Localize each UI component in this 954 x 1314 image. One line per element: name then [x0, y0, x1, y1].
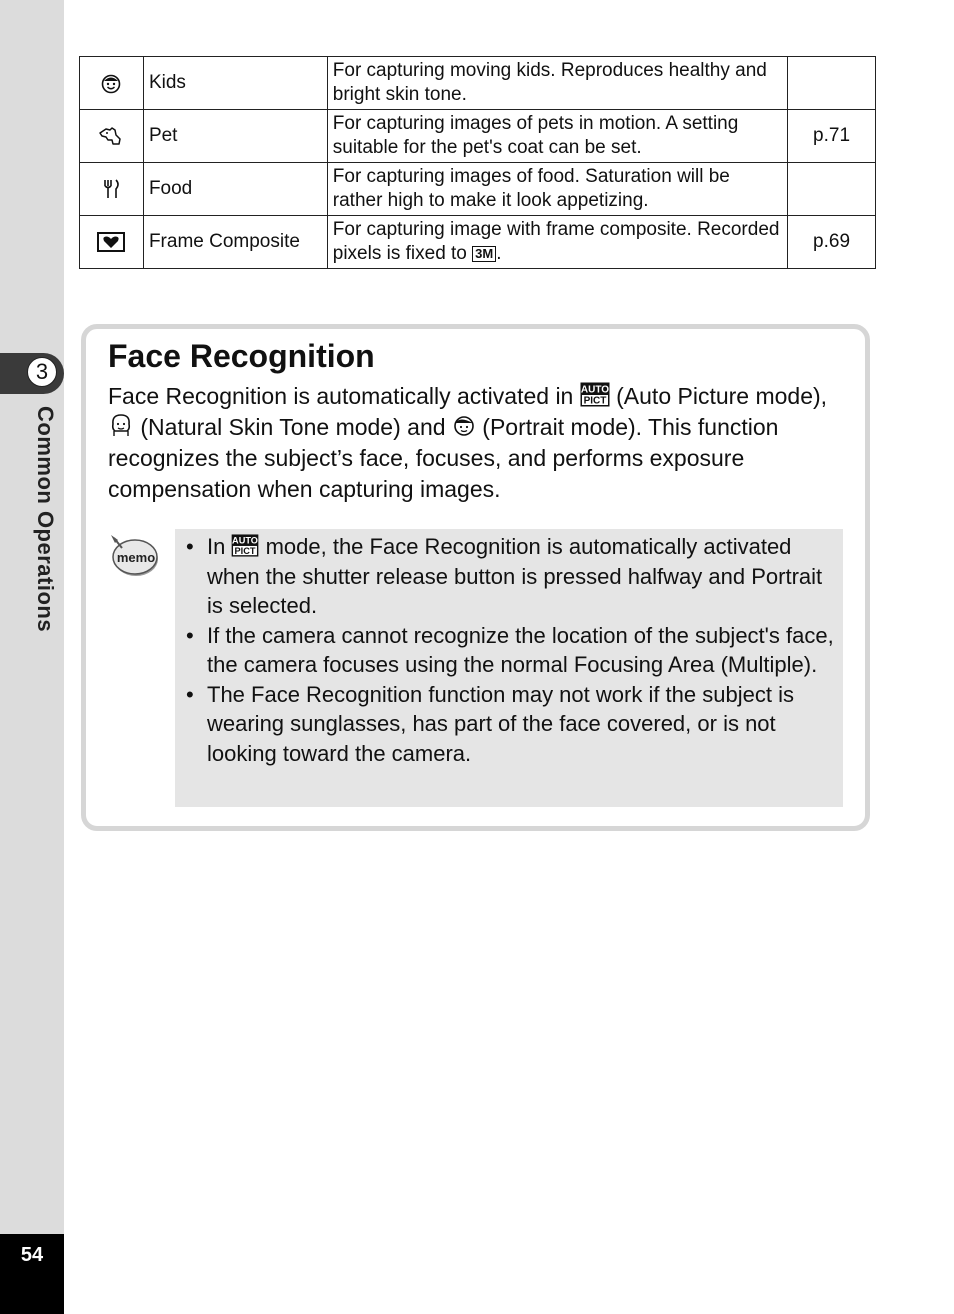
memo-icon — [108, 532, 160, 578]
table-row — [80, 216, 876, 269]
bullet: • — [186, 534, 194, 559]
page-number: 54 — [20, 1244, 44, 1266]
list-item: • If the camera cannot recognize the location of the subject's face, the camera focuses using the normal Focusing Area (Multiple). — [186, 622, 834, 677]
food-utensils-icon — [101, 178, 121, 200]
mode-description: For capturing moving kids. Reproduces healthy and bright skin tone. — [327, 57, 787, 110]
svg-text:AUTO: AUTO — [580, 384, 609, 396]
bullet: • — [186, 622, 194, 648]
page-reference: p.71 — [788, 110, 876, 163]
mode-description: For capturing images of food. Saturation will be rather high to make it look appetizing. — [327, 163, 787, 216]
sidebar — [0, 0, 64, 1314]
portrait-icon — [452, 414, 476, 438]
mode-name: Kids — [143, 57, 327, 110]
page-reference: p.69 — [788, 216, 876, 269]
svg-text:AUTO: AUTO — [232, 535, 259, 546]
mode-name: Pet — [143, 110, 327, 163]
section-body: Face Recognition is automatically activated in AUTO PICT (Auto Picture mode), (Natural Skin Tone mode) and (Portrait mode). This function recognizes the subject’s face, focuses, and performs exposure compensation when capturing images. — [108, 383, 828, 502]
list-item: • The Face Recognition function may not work if the subject is wearing sunglasses, has part of the face covered, or is not looking toward the camera. — [186, 681, 794, 766]
table-row — [80, 110, 876, 163]
svg-text:PICT: PICT — [235, 545, 256, 556]
page-reference — [788, 163, 876, 216]
table-row — [80, 163, 876, 216]
kids-face-icon — [100, 72, 122, 94]
svg-text:PICT: PICT — [583, 395, 607, 407]
resolution-3m-icon: 3M — [472, 246, 496, 262]
table-row — [80, 57, 876, 110]
svg-text:memo: memo — [116, 550, 156, 565]
mode-description: For capturing image with frame composite. Recorded pixels is fixed to 3M . — [327, 216, 787, 269]
mode-description: For capturing images of pets in motion. A setting suitable for the pet's coat can be set. — [327, 110, 787, 163]
mode-name: Frame Composite — [143, 216, 327, 269]
page-reference — [788, 57, 876, 110]
bullet: • — [186, 681, 194, 707]
pet-dog-icon — [98, 125, 124, 147]
shooting-mode-table — [79, 56, 876, 269]
mode-name: Food — [143, 163, 327, 216]
natural-skin-tone-icon — [108, 412, 134, 438]
chapter-number: 3 — [27, 357, 57, 387]
chapter-label: Common Operations — [33, 406, 58, 633]
frame-heart-icon — [97, 232, 125, 252]
auto-pict-icon — [580, 382, 610, 407]
memo-list — [186, 532, 836, 768]
section-title: Face Recognition — [108, 338, 375, 374]
list-item: • In AUTO PICT mode, the Face Recognition is automatically activated when the shutter release button is pressed halfway and Portrait is selected. — [186, 534, 823, 618]
auto-pict-icon — [231, 534, 259, 557]
